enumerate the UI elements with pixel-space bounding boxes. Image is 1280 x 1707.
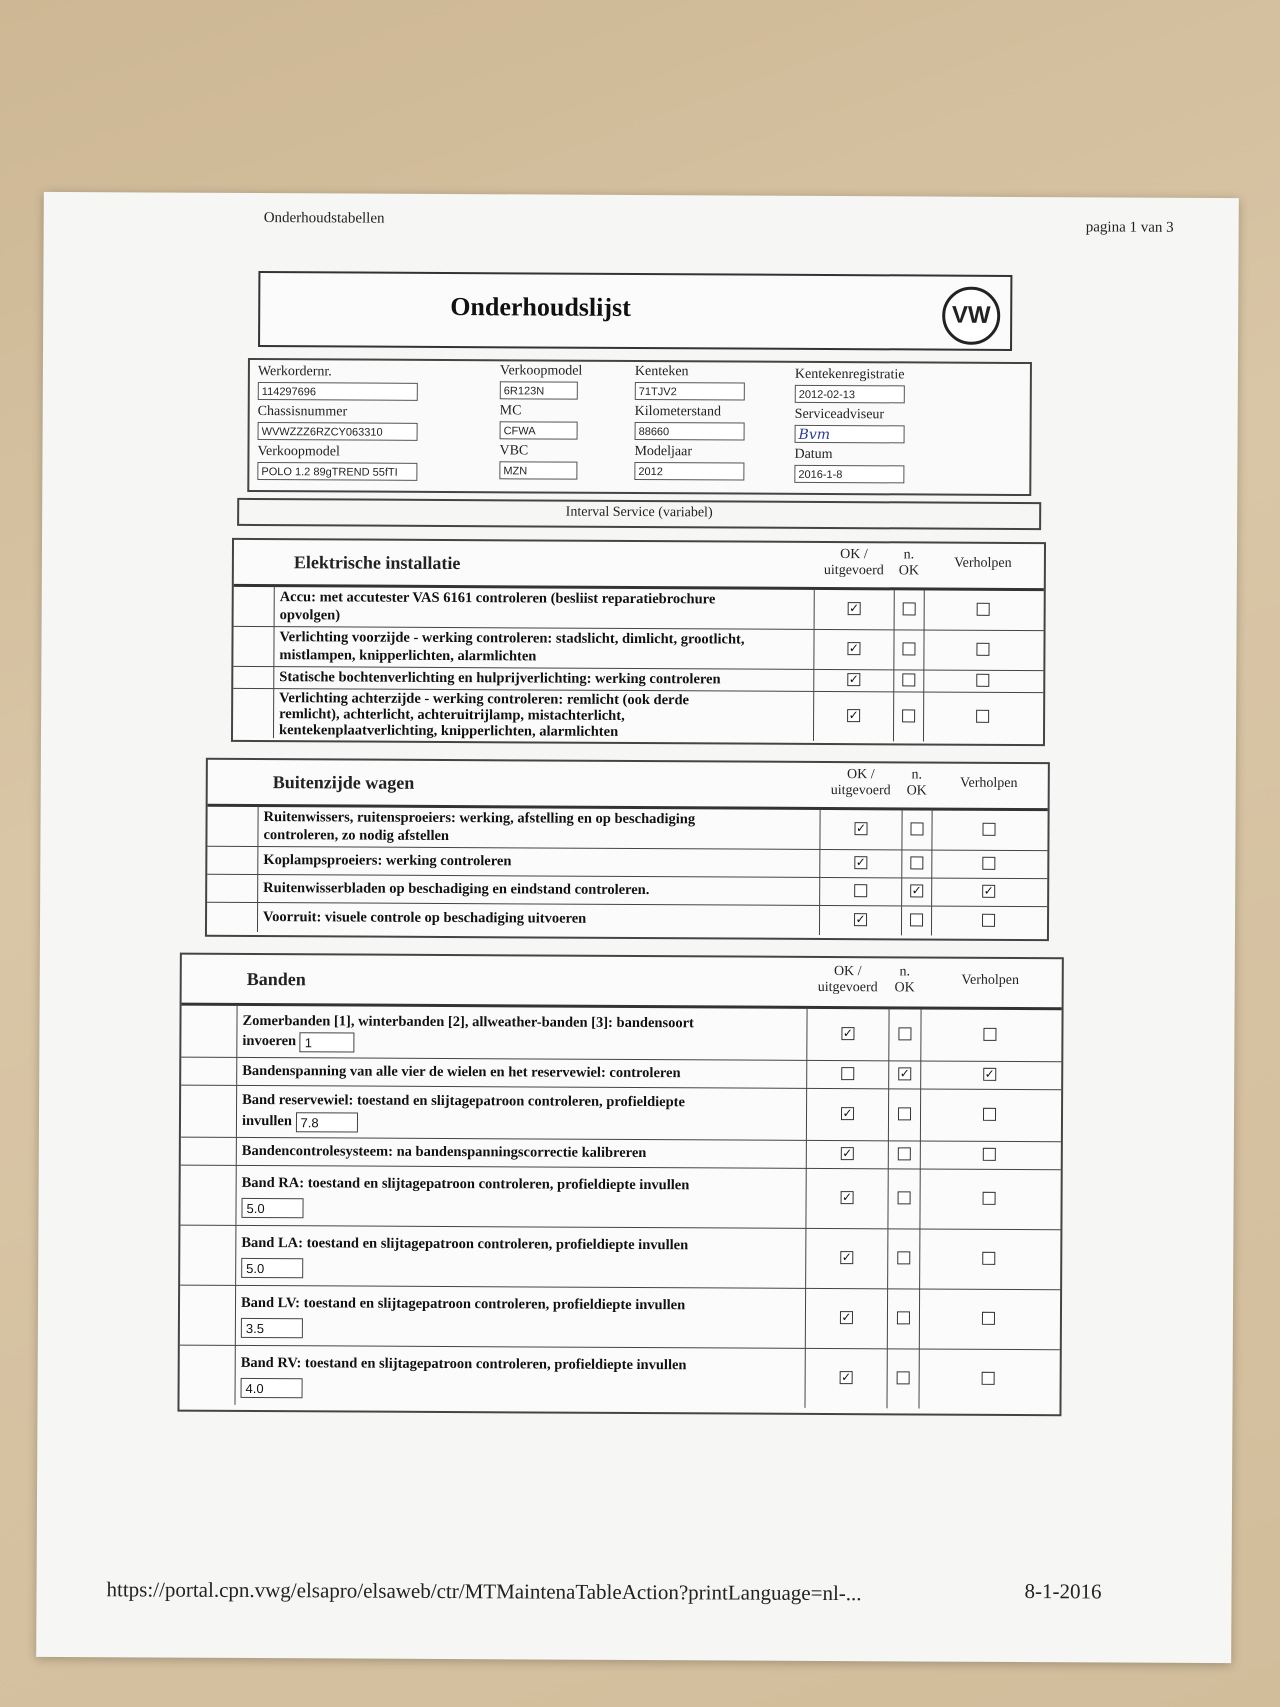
table-row	[179, 1345, 1059, 1410]
section-buiten	[205, 758, 1050, 941]
col-ok-line2: uitgevoerd	[823, 562, 884, 579]
table-row	[180, 1165, 1060, 1231]
fix-checkbox[interactable]	[982, 857, 995, 870]
maintenance-sheet	[36, 192, 1239, 1663]
nok-checkbox[interactable]	[898, 1027, 911, 1040]
row-line: Zomerbanden [1], winterbanden [2], allweather-banden [3]: bandensoort	[242, 1012, 694, 1032]
nok-checkbox[interactable]	[897, 1371, 910, 1384]
fix-cell	[924, 589, 1043, 630]
ok-cell	[813, 669, 894, 691]
kenteken-field: 71TJV2	[635, 382, 745, 401]
ok-checkbox[interactable]: ✓	[849, 601, 860, 616]
col-verholpen: Verholpen	[954, 555, 1012, 571]
ok-checkbox[interactable]: ✓	[842, 1190, 853, 1205]
row-lead	[207, 806, 258, 846]
section-header	[182, 955, 1062, 1011]
chassis-field: WVWZZZ6RZCY063310	[258, 422, 418, 441]
ok-checkbox[interactable]: ✓	[841, 1310, 852, 1325]
row-line: mistlampen, knipperlichten, alarmlichten	[279, 647, 537, 665]
row-lead	[179, 1345, 235, 1405]
col-nok-line1: n.	[911, 767, 923, 783]
row-line: kentekenplaatverlichting, knipperlichten, alarmlichten	[278, 722, 619, 740]
km-field: 88660	[635, 422, 745, 441]
row-text	[280, 588, 716, 626]
row-text	[242, 1011, 694, 1054]
nok-checkbox[interactable]	[898, 1147, 911, 1160]
row-text	[279, 628, 744, 666]
rv-depth-input[interactable]: 4.0	[241, 1378, 303, 1398]
table-row	[181, 1005, 1061, 1063]
row-text	[242, 1090, 685, 1134]
nok-checkbox[interactable]	[910, 822, 923, 835]
col-nok-line2: OK	[894, 980, 915, 996]
ok-checkbox[interactable]	[854, 884, 867, 897]
fix-checkbox[interactable]	[976, 674, 989, 687]
col-ok-line2: uitgevoerd	[830, 783, 891, 799]
row-lead	[233, 626, 274, 666]
fix-checkbox[interactable]: ✓	[983, 883, 994, 898]
nok-cell	[893, 629, 924, 669]
fix-cell	[923, 629, 1042, 670]
col-ok	[814, 547, 894, 579]
ok-cell	[813, 691, 894, 741]
col-ok-line1: OK /	[846, 767, 875, 783]
ok-checkbox[interactable]	[841, 1067, 854, 1080]
row-line: controleren, zo nodig afstellen	[263, 827, 450, 845]
row-lead	[181, 1137, 237, 1165]
vehicle-info-box	[247, 358, 1032, 496]
nok-cell	[886, 1348, 919, 1408]
fix-checkbox[interactable]	[983, 1028, 996, 1041]
nok-cell	[887, 1168, 920, 1228]
fix-cell	[919, 1288, 1059, 1349]
fix-checkbox[interactable]	[982, 1372, 995, 1385]
nok-cell	[887, 1288, 920, 1348]
fix-checkbox[interactable]	[976, 643, 989, 656]
row-lead	[181, 1057, 237, 1085]
fix-checkbox[interactable]	[976, 710, 989, 723]
fix-cell	[931, 878, 1046, 907]
vbc-label: VBC	[499, 443, 529, 459]
row-lead	[207, 846, 258, 874]
row-lead	[207, 874, 258, 902]
col-ok-line1: OK /	[833, 964, 862, 980]
spare-depth-input[interactable]: 7.8	[296, 1112, 358, 1132]
nok-checkbox[interactable]	[897, 1311, 910, 1324]
ra-depth-input[interactable]: 5.0	[241, 1198, 303, 1218]
table-row	[180, 1225, 1060, 1291]
document-category: Onderhoudstabellen	[263, 210, 385, 227]
row-line: Ruitenwissers, ruitensproeiers: werking, afstelling en op beschadiging	[263, 809, 696, 828]
nok-checkbox[interactable]	[898, 1107, 911, 1120]
werkordernr-field: 114297696	[258, 382, 418, 401]
nok-checkbox[interactable]	[902, 709, 915, 722]
fix-checkbox[interactable]: ✓	[984, 1066, 995, 1081]
lv-depth-input[interactable]: 3.5	[241, 1318, 303, 1338]
col-nok	[902, 767, 932, 799]
row-text	[241, 1351, 687, 1401]
row-lead	[180, 1225, 236, 1285]
ok-checkbox[interactable]: ✓	[848, 641, 860, 656]
row-text: Ruitenwisserbladen op beschadiging en eindstand controleren.	[263, 880, 650, 899]
row-text	[279, 690, 689, 740]
ok-checkbox[interactable]: ✓	[855, 821, 867, 836]
ok-checkbox[interactable]: ✓	[842, 1146, 853, 1161]
fix-cell	[920, 1008, 1060, 1061]
row-lead	[233, 688, 274, 738]
footer-date: 8-1-2016	[1024, 1579, 1102, 1604]
row-line: Accu: met accutester VAS 6161 controleren (besliist reparatiebrochure	[279, 589, 716, 608]
ok-checkbox[interactable]: ✓	[855, 855, 866, 870]
fix-cell	[920, 1140, 1060, 1169]
fix-cell	[920, 1088, 1060, 1141]
mc-field: CFWA	[500, 421, 578, 439]
ok-cell	[819, 809, 902, 849]
fix-cell	[920, 1060, 1060, 1089]
vbc-field: MZN	[499, 461, 577, 479]
ok-checkbox[interactable]: ✓	[842, 1026, 854, 1041]
chassis-label: Chassisnummer	[257, 404, 348, 420]
fix-cell	[919, 1228, 1059, 1289]
fix-cell	[923, 691, 1042, 742]
col-nok-line2: OK	[898, 563, 920, 579]
nok-cell	[888, 1060, 921, 1088]
fix-cell	[931, 906, 1046, 937]
nok-checkbox[interactable]	[910, 856, 923, 869]
table-row	[207, 902, 1047, 936]
nok-cell	[901, 877, 932, 905]
row-lead	[234, 586, 275, 626]
row-line: invullen	[241, 1112, 292, 1130]
row-line: Band RA: toestand en slijtagepatroon controleren, profieldiepte invullen	[241, 1174, 690, 1194]
nok-checkbox[interactable]	[903, 602, 916, 615]
row-text	[263, 808, 695, 846]
fix-checkbox[interactable]	[977, 603, 990, 616]
werkordernr-label: Werkordernr.	[257, 364, 332, 380]
nok-checkbox[interactable]: ✓	[899, 1066, 910, 1081]
la-depth-input[interactable]: 5.0	[241, 1258, 303, 1278]
nok-checkbox[interactable]	[902, 642, 915, 655]
datum-field: 2016-1-8	[794, 465, 904, 484]
row-line: Band reservewiel: toestand en slijtagepatroon controleren, profieldiepte	[242, 1091, 686, 1111]
nok-cell	[901, 905, 932, 935]
ok-checkbox[interactable]: ✓	[841, 1250, 852, 1265]
col-nok	[889, 964, 921, 996]
row-lead	[181, 1085, 237, 1137]
row-text: Koplampsproeiers: werking controleren	[263, 852, 512, 870]
row-line: remlicht), achterlicht, achteruitrijlamp, mistachterlicht,	[279, 706, 625, 724]
row-text	[241, 1171, 689, 1221]
section-header	[234, 540, 1044, 591]
row-lead	[180, 1285, 236, 1345]
fix-cell	[923, 669, 1042, 692]
ok-checkbox[interactable]: ✓	[842, 1106, 853, 1121]
col-ok	[807, 964, 889, 996]
fix-cell	[931, 810, 1046, 851]
vw-logo-icon: VW	[942, 287, 1000, 345]
table-row	[234, 586, 1044, 631]
row-lead	[180, 1165, 236, 1225]
row-text: Voorruit: visuele controle op beschadiging uitvoeren	[263, 909, 587, 927]
nok-cell	[901, 849, 932, 877]
ok-cell	[819, 849, 902, 877]
ok-cell	[806, 1140, 889, 1168]
col-ok	[820, 767, 902, 799]
kenteken-label: Kenteken	[634, 363, 689, 380]
ok-cell	[806, 1008, 889, 1060]
ok-cell	[806, 1088, 889, 1140]
col-verholpen: Verholpen	[959, 775, 1018, 791]
modeljaar-label: Modeljaar	[634, 443, 693, 460]
fix-cell	[931, 850, 1046, 879]
section-elektrisch	[231, 538, 1046, 746]
row-text	[241, 1291, 685, 1341]
nok-checkbox[interactable]	[902, 673, 915, 686]
nok-cell	[893, 691, 924, 741]
section-title: Buitenzijde wagen	[272, 772, 415, 793]
mc-label: MC	[499, 403, 522, 419]
nok-checkbox[interactable]	[910, 913, 923, 926]
table-row	[181, 1085, 1061, 1143]
ok-cell	[819, 877, 902, 905]
col-nok-line1: n.	[903, 547, 915, 563]
row-line: Band LV: toestand en slijtagepatroon controleren, profieldiepte invullen	[240, 1294, 686, 1314]
row-line: opvolgen)	[279, 607, 341, 624]
fix-cell	[918, 1348, 1058, 1409]
row-text: Bandenspanning van alle vier de wielen en het reservewiel: controleren	[242, 1062, 681, 1082]
nok-checkbox[interactable]: ✓	[911, 883, 922, 898]
fix-checkbox[interactable]	[983, 1108, 996, 1121]
nok-cell	[888, 1140, 921, 1168]
row-line: Band RV: toestand en slijtagepatroon controleren, profieldiepte invullen	[240, 1354, 687, 1374]
nok-cell	[894, 589, 925, 629]
col-nok	[894, 547, 924, 579]
fix-checkbox[interactable]	[982, 914, 995, 927]
row-text: Statische bochtenverlichting en hulprijverlichting: werking controleren	[279, 669, 721, 688]
header-box	[258, 271, 1012, 351]
fix-checkbox[interactable]	[982, 1252, 995, 1265]
ok-cell	[804, 1348, 887, 1408]
adviseur-signature: Bvm	[795, 425, 905, 444]
row-text: Bandencontrolesysteem: na bandenspanningscorrectie kalibreren	[241, 1142, 647, 1162]
nok-cell	[887, 1228, 920, 1288]
col-nok-line2: OK	[906, 783, 927, 799]
ok-cell	[805, 1228, 888, 1288]
fix-cell	[919, 1168, 1059, 1229]
row-text	[241, 1231, 688, 1281]
col-verholpen: Verholpen	[961, 972, 1020, 988]
page-number: pagina 1 van 3	[1085, 219, 1174, 236]
verkoopmodel2-label: Verkoopmodel	[499, 363, 583, 379]
ok-cell	[819, 905, 902, 935]
table-row	[180, 1285, 1060, 1351]
section-header	[208, 760, 1048, 811]
row-lead	[207, 902, 258, 932]
col-ok-line2: uitgevoerd	[817, 979, 878, 996]
modeljaar-field: 2012	[634, 462, 744, 481]
ok-checkbox[interactable]: ✓	[848, 708, 859, 723]
nok-checkbox[interactable]	[898, 1191, 911, 1204]
verkoopmodel2-field: 6R123N	[500, 381, 578, 399]
datum-label: Datum	[794, 446, 833, 463]
row-line: Band LA: toestand en slijtagepatroon controleren, profieldiepte invullen	[241, 1234, 689, 1254]
tyre-type-input[interactable]: 1	[300, 1032, 355, 1052]
km-label: Kilometerstand	[634, 403, 722, 420]
nok-cell	[888, 1008, 921, 1060]
verkoopmodel-label: Verkoopmodel	[257, 444, 340, 460]
section-banden	[177, 953, 1063, 1417]
col-nok-line1: n.	[899, 964, 911, 980]
table-row	[207, 806, 1047, 851]
nok-cell	[888, 1088, 921, 1140]
ok-cell	[813, 629, 894, 669]
table-row	[233, 688, 1043, 742]
fix-checkbox[interactable]	[983, 1192, 996, 1205]
footer-url: https://portal.cpn.vwg/elsapro/elsaweb/ctr/MTMaintenaTableAction?printLanguage=nl-...	[106, 1577, 862, 1606]
nok-cell	[893, 669, 924, 691]
fix-checkbox[interactable]	[983, 1148, 996, 1161]
row-line: Verlichting achterzijde - werking controleren: remlicht (ook derde	[279, 690, 690, 709]
ok-checkbox[interactable]: ✓	[841, 1370, 852, 1385]
ok-cell	[805, 1288, 888, 1348]
row-line: invoeren	[242, 1032, 297, 1050]
registratie-label: Kentekenregistratie	[794, 366, 905, 383]
nok-cell	[901, 809, 932, 849]
row-lead	[181, 1005, 237, 1057]
col-ok-line1: OK /	[840, 547, 868, 563]
adviseur-label: Serviceadviseur	[794, 406, 885, 423]
ok-cell	[814, 589, 895, 629]
row-line: Verlichting voorzijde - werking controleren: stadslicht, dimlicht, grootlicht,	[279, 629, 745, 648]
section-title: Elektrische installatie	[293, 552, 461, 574]
verkoopmodel-field: POLO 1.2 89gTREND 55fTI	[257, 462, 417, 481]
section-title: Banden	[246, 968, 306, 990]
interval-banner: Interval Service (variabel)	[237, 498, 1041, 530]
registratie-field: 2012-02-13	[795, 385, 905, 404]
ok-checkbox[interactable]: ✓	[848, 672, 859, 687]
ok-cell	[806, 1060, 889, 1088]
ok-cell	[805, 1168, 888, 1228]
fix-checkbox[interactable]	[982, 823, 995, 836]
ok-checkbox[interactable]: ✓	[855, 912, 866, 927]
table-row	[233, 626, 1043, 671]
nok-checkbox[interactable]	[897, 1251, 910, 1264]
page-title: Onderhoudslijst	[450, 292, 631, 322]
fix-checkbox[interactable]	[982, 1312, 995, 1325]
row-lead	[233, 666, 274, 688]
